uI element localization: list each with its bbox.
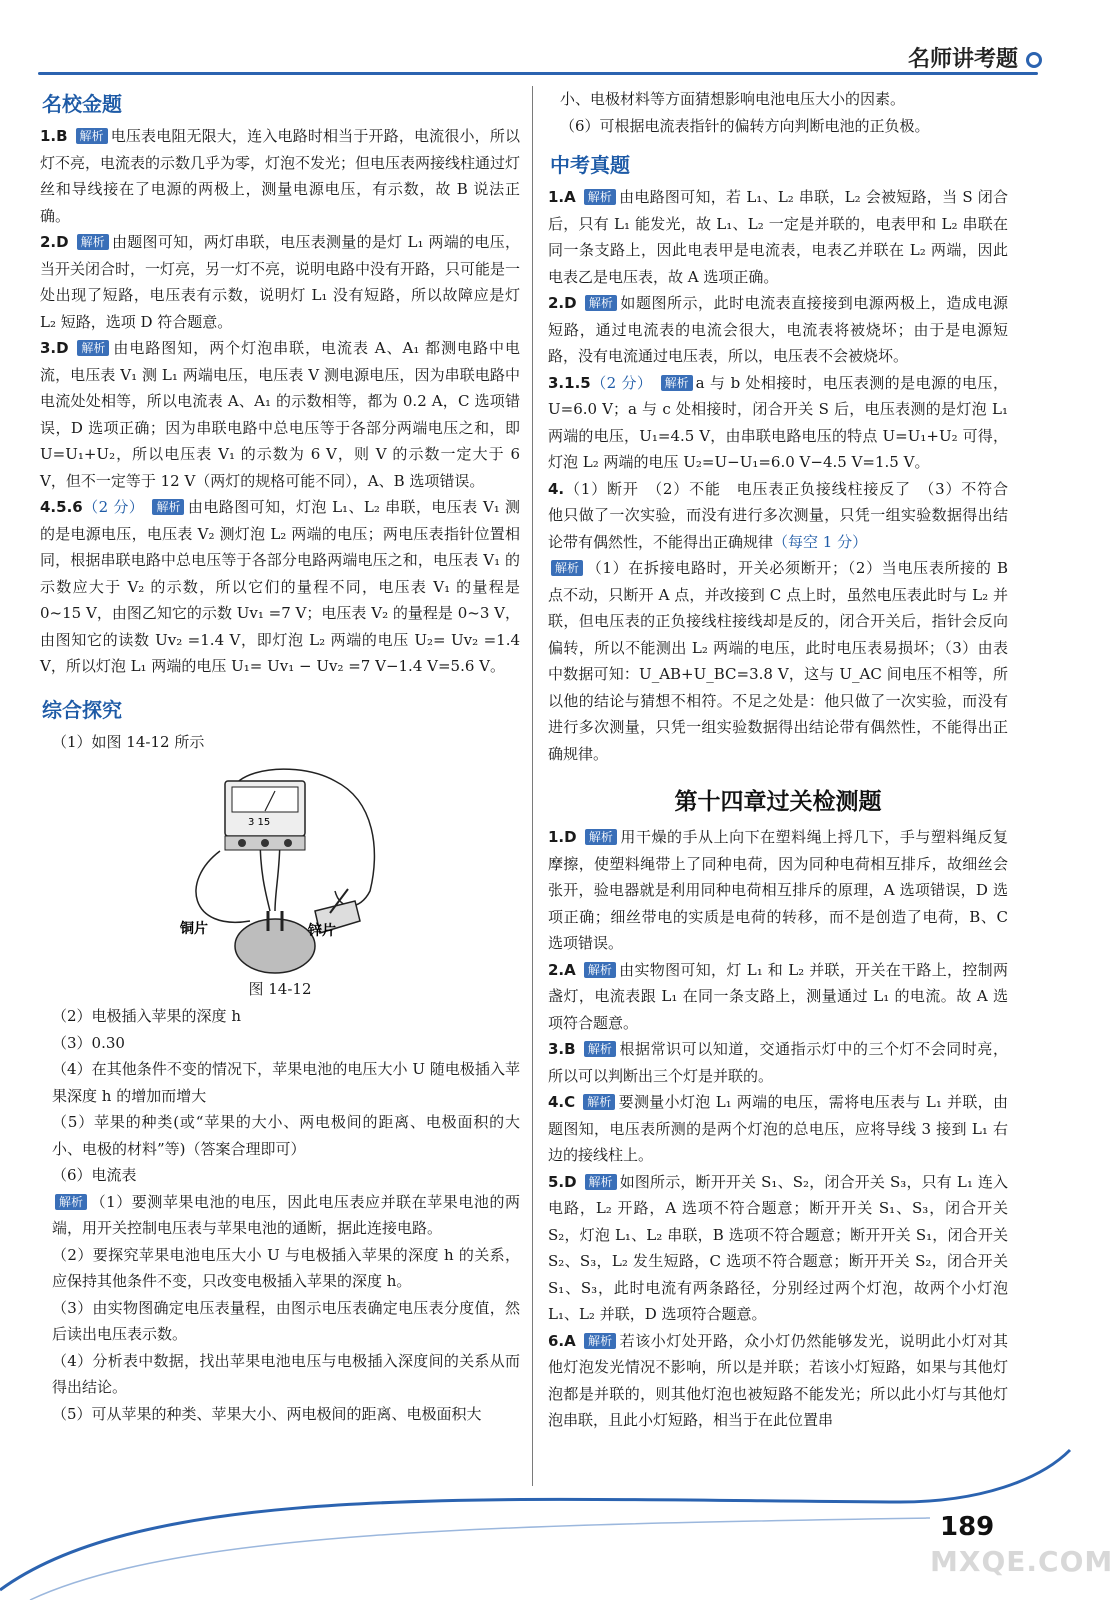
analysis-tag: 解析 [585, 829, 617, 845]
left-column [40, 86, 520, 1427]
chapter-title: 第十四章过关检测题 [674, 789, 882, 815]
answer-item: 2.A 解析 由实物图可知，灯 L₁ 和 L₂ 并联，开关在干路上，控制两盏灯，电流表跟 L₁ 在同一条支路上，测量通过 L₁ 的电流。故 A 选项符合题意。 [548, 960, 1008, 1032]
answer-item: 3.D 解析 由电路图知，两个灯泡串联，电流表 A、A₁ 都测电路中电流，电压表 V₁ 测 L₁ 两端电压，电压表 V 测电源电压，因为串联电路中电流处处相等，所以电流表 A、A₁ 的示数相等，都为 0.2 A，C 选项错误，D 选项正确；因为串联电路中总电压等于各部分两端电压之和，即 U=U₁+U₂，所以电压表 V₁ 的示数为 6 V，则 V 的示数一定大于 6 V，但不一定等于 12 V（两灯的规格可能不同），A、B 选项错误。 [40, 339, 520, 490]
answer-item: 3.1.5（2 分） 解析 a 与 b 处相接时，电压表测的是电源的电压，U=6.0 V；a 与 c 处相接时，闭合开关 S 后，电压表测的是灯泡 L₁ 两端的电压，U₁=4.5 V，由串联电路电压的特点 U=U₁+U₂ 可得，灯泡 L₂ 两端的电压 U₂=U−U₁=6.0 V−4.5 V=1.5 V。 [548, 373, 1008, 471]
answer-line: （5）苹果的种类(或“苹果的大小、两电极间的距离、电极面积的大小、电极的材料”等)（答案合理即可） [52, 1113, 520, 1158]
analysis-tag: 解析 [152, 499, 184, 515]
analysis-tag: 解析 [661, 375, 693, 391]
analysis-tag: 解析 [551, 560, 583, 576]
header-circle-icon [1026, 52, 1042, 68]
answer-line: （1）如图 14-12 所示 [52, 732, 205, 751]
analysis-tag: 解析 [76, 128, 108, 144]
answer-item: 2.D 解析 如题图所示，此时电流表直接接到电源两极上，造成电源短路，通过电流表的电流会很大，电流表将被烧坏；由于是电源短路，没有电流通过电压表，所以，电压表不会被烧坏。 [548, 294, 1008, 365]
answer-item: 1.D 解析 用干燥的手从上向下在塑料绳上捋几下，手与塑料绳反复摩擦，使塑料绳带上了同种电荷，因为同种电荷相互排斥，故细丝会张开，验电器就是利用同种电荷相互排斥的原理，A 选项错误，D 选项正确；细丝带电的实质是电荷的转移，而不是创造了电荷，B、C 选项错误。 [548, 828, 1008, 952]
svg-text:3 15: 3 15 [248, 817, 271, 828]
analysis-tag: 解析 [55, 1194, 87, 1210]
section-title-mingxiao: 名校金题 [42, 92, 122, 116]
analysis-block: 解析 （1）在拆接电路时，开关必须断开；（2）当电压表所接的 B 点不动，只断开 A 点，并改接到 C 点上时，虽然电压表此时与 L₂ 并联，但电压表的正负接线柱接线却是反的，闭合开关后，指针会反向偏转，所以不能测出 L₂ 两端的电压，此时电压表易损坏；（3）由表中数据可知：U_AB+U_BC=3.8 V，这与 U_AC 间电压不相等，所以他的结论与猜想不相符。不足之处是：他只做了一次实验，而没有进行多次测量，只凭一组实验数据得出结论带有偶然性，不能得出正确规律。 [548, 559, 1008, 763]
analysis-tag: 解析 [584, 1041, 616, 1057]
analysis-tag: 解析 [585, 295, 617, 311]
figure-caption: 图 14-12 [248, 980, 312, 998]
footer-swoosh [0, 1440, 1090, 1600]
circuit-diagram [180, 761, 460, 976]
section-title-zonghe: 综合探究 [42, 697, 122, 722]
analysis-line: （2）要探究苹果电池电压大小 U 与电极插入苹果的深度 h 的关系，应保持其他条件不变，只改变电极插入苹果的深度 h。 [52, 1245, 520, 1290]
analysis-line: 解析 （1）要测苹果电池的电压，因此电压表应并联在苹果电池的两端，用开关控制电压表与苹果电池的通断，据此连接电路。 [52, 1192, 520, 1237]
analysis-tag: 解析 [585, 1174, 617, 1190]
running-header: 名师讲考题 [907, 47, 1018, 72]
analysis-tag: 解析 [584, 962, 616, 978]
analysis-line: （3）由实物图确定电压表量程，由图示电压表确定电压表分度值，然后读出电压表示数。 [52, 1298, 520, 1343]
header-rule [38, 72, 1038, 75]
answer-line: （4）在其他条件不变的情况下，苹果电池的电压大小 U 随电极插入苹果深度 h 的增加而增大 [52, 1060, 520, 1105]
answer-line: （2）电极插入苹果的深度 h [52, 1007, 241, 1025]
column-divider [532, 86, 533, 1486]
answer-item: 4.（1）断开 （2）不能 电压表正负接线柱接反了 （3）不符合 他只做了一次实验，而没有进行多次测量，只凭一组实验数据得出结论带有偶然性，不能得出正确规律（每空 1 分） [548, 479, 1024, 551]
section-title-zhongkao: 中考真题 [550, 153, 630, 177]
answer-item: 1.B 解析 电压表电阻无限大，连入电路时相当于开路，电流很小，所以灯不亮，电流表的示数几乎为零，灯泡不发光；但电压表两接线柱通过灯丝和导线接在了电源的两极上，测量电源电压，有示数，故 B 说法正确。 [40, 127, 521, 225]
answer-line: （6）电流表 [52, 1166, 137, 1184]
analysis-tag: 解析 [583, 1094, 615, 1110]
analysis-tag: 解析 [584, 1333, 616, 1349]
answer-item: 5.D 解析 如图所示，断开开关 S₁、S₂，闭合开关 S₃，只有 L₁ 连入电路，L₂ 开路，A 选项不符合题意；断开开关 S₁、S₃，闭合开关 S₂，灯泡 L₁、L₂ 串联，B 选项不符合题意；断开开关 S₁，闭合开关 S₂、S₃，L₂ 发生短路，C 选项不符合题意；断开开关 S₂，闭合开关 S₁、S₃，此时电流有两条路径，分别经过两个灯泡，故两个小灯泡 L₁、L₂ 并联，D 选项符合题意。 [548, 1172, 1008, 1323]
answer-line: 小、电极材料等方面猜想影响电池电压大小的因素。 [560, 90, 906, 108]
analysis-line: （4）分析表中数据，找出苹果电池电压与电极插入深度间的关系从而得出结论。 [52, 1351, 520, 1396]
answer-item: 1.A 解析 由电路图可知，若 L₁、L₂ 串联，L₂ 会被短路，当 S 闭合后，只有 L₁ 能发光，故 L₁、L₂ 一定是并联的，电表甲和 L₂ 串联在同一条支路上，因此电表甲是电流表，电表乙并联在 L₂ 两端，因此电表乙是电压表，故 A 选项正确。 [548, 188, 1008, 286]
page-number: 189 [940, 1512, 995, 1542]
analysis-tag: 解析 [77, 340, 109, 356]
answer-item: 3.B 解析 根据常识可以知道，交通指示灯中的三个灯不会同时亮，所以可以判断出三个灯是并联的。 [548, 1040, 1008, 1085]
apple-battery-figure [180, 761, 460, 976]
answer-line: （3）0.30 [52, 1033, 125, 1052]
analysis-tag: 解析 [584, 189, 616, 205]
answer-line: （6）可根据电流表指针的偏转方向判断电池的正负极。 [560, 116, 930, 135]
watermark: MXQE.COM [930, 1545, 1113, 1578]
answer-item: 2.D 解析 由题图可知，两灯串联，电压表测量的是灯 L₁ 两端的电压，当开关闭合时，一灯亮，另一灯不亮，说明电路中没有开路，只可能是一处出现了短路，电压表有示数，说明灯 L₁ 没有短路，所以故障应是灯 L₂ 短路，选项 D 符合题意。 [40, 233, 521, 331]
copper-label: 铜片 [180, 921, 208, 937]
analysis-tag: 解析 [77, 234, 109, 250]
answer-item: 4.C 解析 要测量小灯泡 L₁ 两端的电压，需将电压表与 L₁ 并联，由题图知，电压表所测的是两个灯泡的总电压，应将导线 3 接到 L₁ 右边的接线柱上。 [548, 1093, 1008, 1164]
zinc-label: 锌片 [308, 923, 336, 939]
answer-item: 6.A 解析 若该小灯处开路，众小灯仍然能够发光，说明此小灯对其他灯泡发光情况不影响，所以是并联；若该小灯短路，如果与其他灯泡都是并联的，则其他灯泡也被短路不能发光；所以此小灯与其他灯泡串联，且此小灯短路，相当于在此位置串 [548, 1331, 1008, 1429]
analysis-line: （5）可从苹果的种类、苹果大小、两电极间的距离、电极面积大 [52, 1404, 482, 1423]
answer-item: 4.5.6（2 分） 解析 由电路图可知，灯泡 L₁、L₂ 串联，电压表 V₁ 测的是电源电压，电压表 V₂ 测灯泡 L₂ 两端的电压；两电压表指针位置相同，根据串联电路中总电压等于各部分电路两端电压之和，电压表 V₁ 的示数应大于 V₂ 的示数，所以它们的量程不同，电压表 V₁ 的量程是 0~15 V，由图乙知它的示数 Uv₁ =7 V；电压表 V₂ 的量程是 0~3 V，由图知它的读数 Uv₂ =1.4 V，即灯泡 L₂ 两端的电压 U₂= Uv₂ =1.4 V，所以灯泡 L₁ 两端的电压 U₁= Uv₁ − Uv₂ =7 V−1.4 V=5.6 V。 [40, 498, 520, 675]
right-column [548, 86, 1024, 1434]
